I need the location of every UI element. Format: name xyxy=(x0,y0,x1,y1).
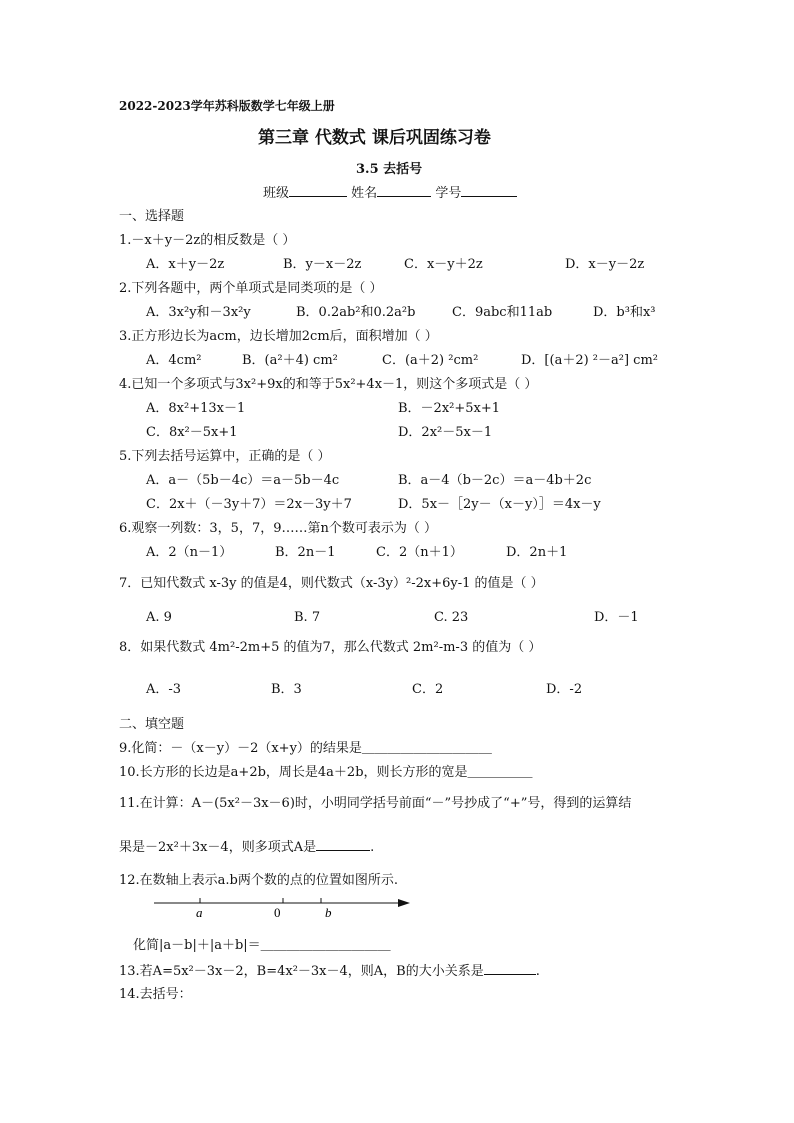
option-b[interactable]: B．a－4（b－2c）＝a－4b＋2c xyxy=(398,473,592,488)
arrow-head-icon xyxy=(398,899,410,907)
question-11-line1: 11.在计算：A－(5x²－3x－6)时，小明同学括号前面“－”号抄成了“+”号，得到的运算结 xyxy=(119,796,632,811)
course-title: 2022-2023学年苏科版数学七年级上册 xyxy=(119,99,335,113)
option-a[interactable]: A．-3 xyxy=(146,682,182,697)
question-14: 14.去括号： xyxy=(119,987,192,1002)
question-stem: 3.正方形边长为acm，边长增加2cm后，面积增加（ ） xyxy=(119,329,438,344)
number-line xyxy=(152,893,414,923)
option-a[interactable]: A．x＋y－2z xyxy=(146,257,225,272)
option-d[interactable]: D．b³和x³ xyxy=(593,305,656,320)
label-b: b xyxy=(325,905,332,920)
option-d[interactable]: D．2x²－5x－1 xyxy=(398,425,493,440)
answer-blank[interactable] xyxy=(484,962,536,975)
option-b[interactable]: B．y－x－2z xyxy=(283,257,362,272)
option-c[interactable]: C．x－y＋2z xyxy=(404,257,483,272)
number-label: 学号 xyxy=(435,186,462,201)
option-b[interactable]: B．0.2ab²和0.2a²b xyxy=(296,305,416,320)
page-title: 第三章 代数式 课后巩固练习卷 xyxy=(258,128,491,148)
option-d[interactable]: D．－1 xyxy=(594,610,639,625)
option-c[interactable]: C．2（n＋1） xyxy=(376,545,463,560)
option-d[interactable]: D．2n＋1 xyxy=(506,545,568,560)
option-b[interactable]: B．－2x²+5x+1 xyxy=(398,401,501,416)
option-d[interactable]: D．[(a＋2) ²－a²] cm² xyxy=(521,353,658,368)
label-a: a xyxy=(196,905,203,920)
option-b[interactable]: B．(a²＋4) cm² xyxy=(242,353,338,368)
class-field[interactable] xyxy=(289,184,347,197)
option-c[interactable]: C．(a＋2) ²cm² xyxy=(382,353,479,368)
question-12: 12.在数轴上表示a.b两个数的点的位置如图所示. xyxy=(119,873,399,888)
option-a[interactable]: A．4cm² xyxy=(146,353,202,368)
question-9: 9.化简：－（x－y）－2（x+y）的结果是＿＿＿＿＿＿＿＿＿＿ xyxy=(119,741,492,756)
label-zero: 0 xyxy=(274,905,281,920)
option-c[interactable]: C. 23 xyxy=(434,610,469,625)
option-b[interactable]: B．2n－1 xyxy=(275,545,336,560)
question-11-text: 果是－2x²＋3x－4，则多项式A是 xyxy=(119,840,317,855)
section-heading-fill: 二、填空题 xyxy=(119,717,185,732)
question-stem: 1.－x＋y－2z的相反数是（ ） xyxy=(119,233,296,248)
name-field[interactable] xyxy=(377,184,431,197)
answer-blank[interactable] xyxy=(316,838,370,851)
class-label: 班级 xyxy=(263,186,290,201)
option-d[interactable]: D．x－y－2z xyxy=(565,257,645,272)
option-d[interactable]: D．-2 xyxy=(546,682,583,697)
option-c[interactable]: C．2 xyxy=(412,682,444,697)
option-a[interactable]: A．3x²y和－3x²y xyxy=(146,305,251,320)
question-12-simplify: 化简|a－b|＋|a＋b|＝＿＿＿＿＿＿＿＿＿＿ xyxy=(133,938,391,953)
question-stem: 4.已知一个多项式与3x²+9x的和等于5x²+4x－1，则这个多项式是（ ） xyxy=(119,377,538,392)
section-heading-choice: 一、选择题 xyxy=(119,209,185,224)
period: . xyxy=(535,964,540,979)
question-stem: 7．已知代数式 x-3y 的值是4，则代数式（x-3y）²-2x+6y-1 的值是（ ） xyxy=(119,576,544,591)
option-b[interactable]: B．3 xyxy=(271,682,302,697)
question-11-line2 xyxy=(119,838,374,856)
name-label: 姓名 xyxy=(351,186,378,201)
option-a[interactable]: A．a－（5b－4c）＝a－5b－4c xyxy=(146,473,340,488)
question-stem: 8．如果代数式 4m²-2m+5 的值为7，那么代数式 2m²-m-3 的值为（ ） xyxy=(119,640,542,655)
option-a[interactable]: A. 9 xyxy=(146,610,172,625)
question-stem: 6.观察一列数：3，5，7，9……第n个数可表示为（ ） xyxy=(119,521,437,536)
option-c[interactable]: C．9abc和11ab xyxy=(452,305,553,320)
option-c[interactable]: C．8x²－5x+1 xyxy=(146,425,238,440)
question-stem: 2.下列各题中，两个单项式是同类项的是（ ） xyxy=(119,281,383,296)
number-field[interactable] xyxy=(461,184,517,197)
student-info-line xyxy=(263,184,517,202)
option-b[interactable]: B. 7 xyxy=(294,610,321,625)
question-13-text: 13.若A=5x²－3x－2，B=4x²－3x－4，则A，B的大小关系是 xyxy=(119,964,484,979)
period: . xyxy=(370,840,375,855)
question-10: 10.长方形的长边是a+2b，周长是4a＋2b，则长方形的宽是＿＿＿＿＿ xyxy=(119,765,533,780)
option-a[interactable]: A．2（n－1） xyxy=(146,545,233,560)
option-a[interactable]: A．8x²+13x－1 xyxy=(146,401,246,416)
section-title: 3.5 去括号 xyxy=(356,162,423,177)
question-stem: 5.下列去括号运算中，正确的是（ ） xyxy=(119,449,331,464)
option-c[interactable]: C．2x＋（－3y＋7）＝2x－3y＋7 xyxy=(146,497,352,512)
option-d[interactable]: D．5x－［2y－（x－y）］＝4x－y xyxy=(398,497,601,512)
question-13 xyxy=(119,962,540,980)
